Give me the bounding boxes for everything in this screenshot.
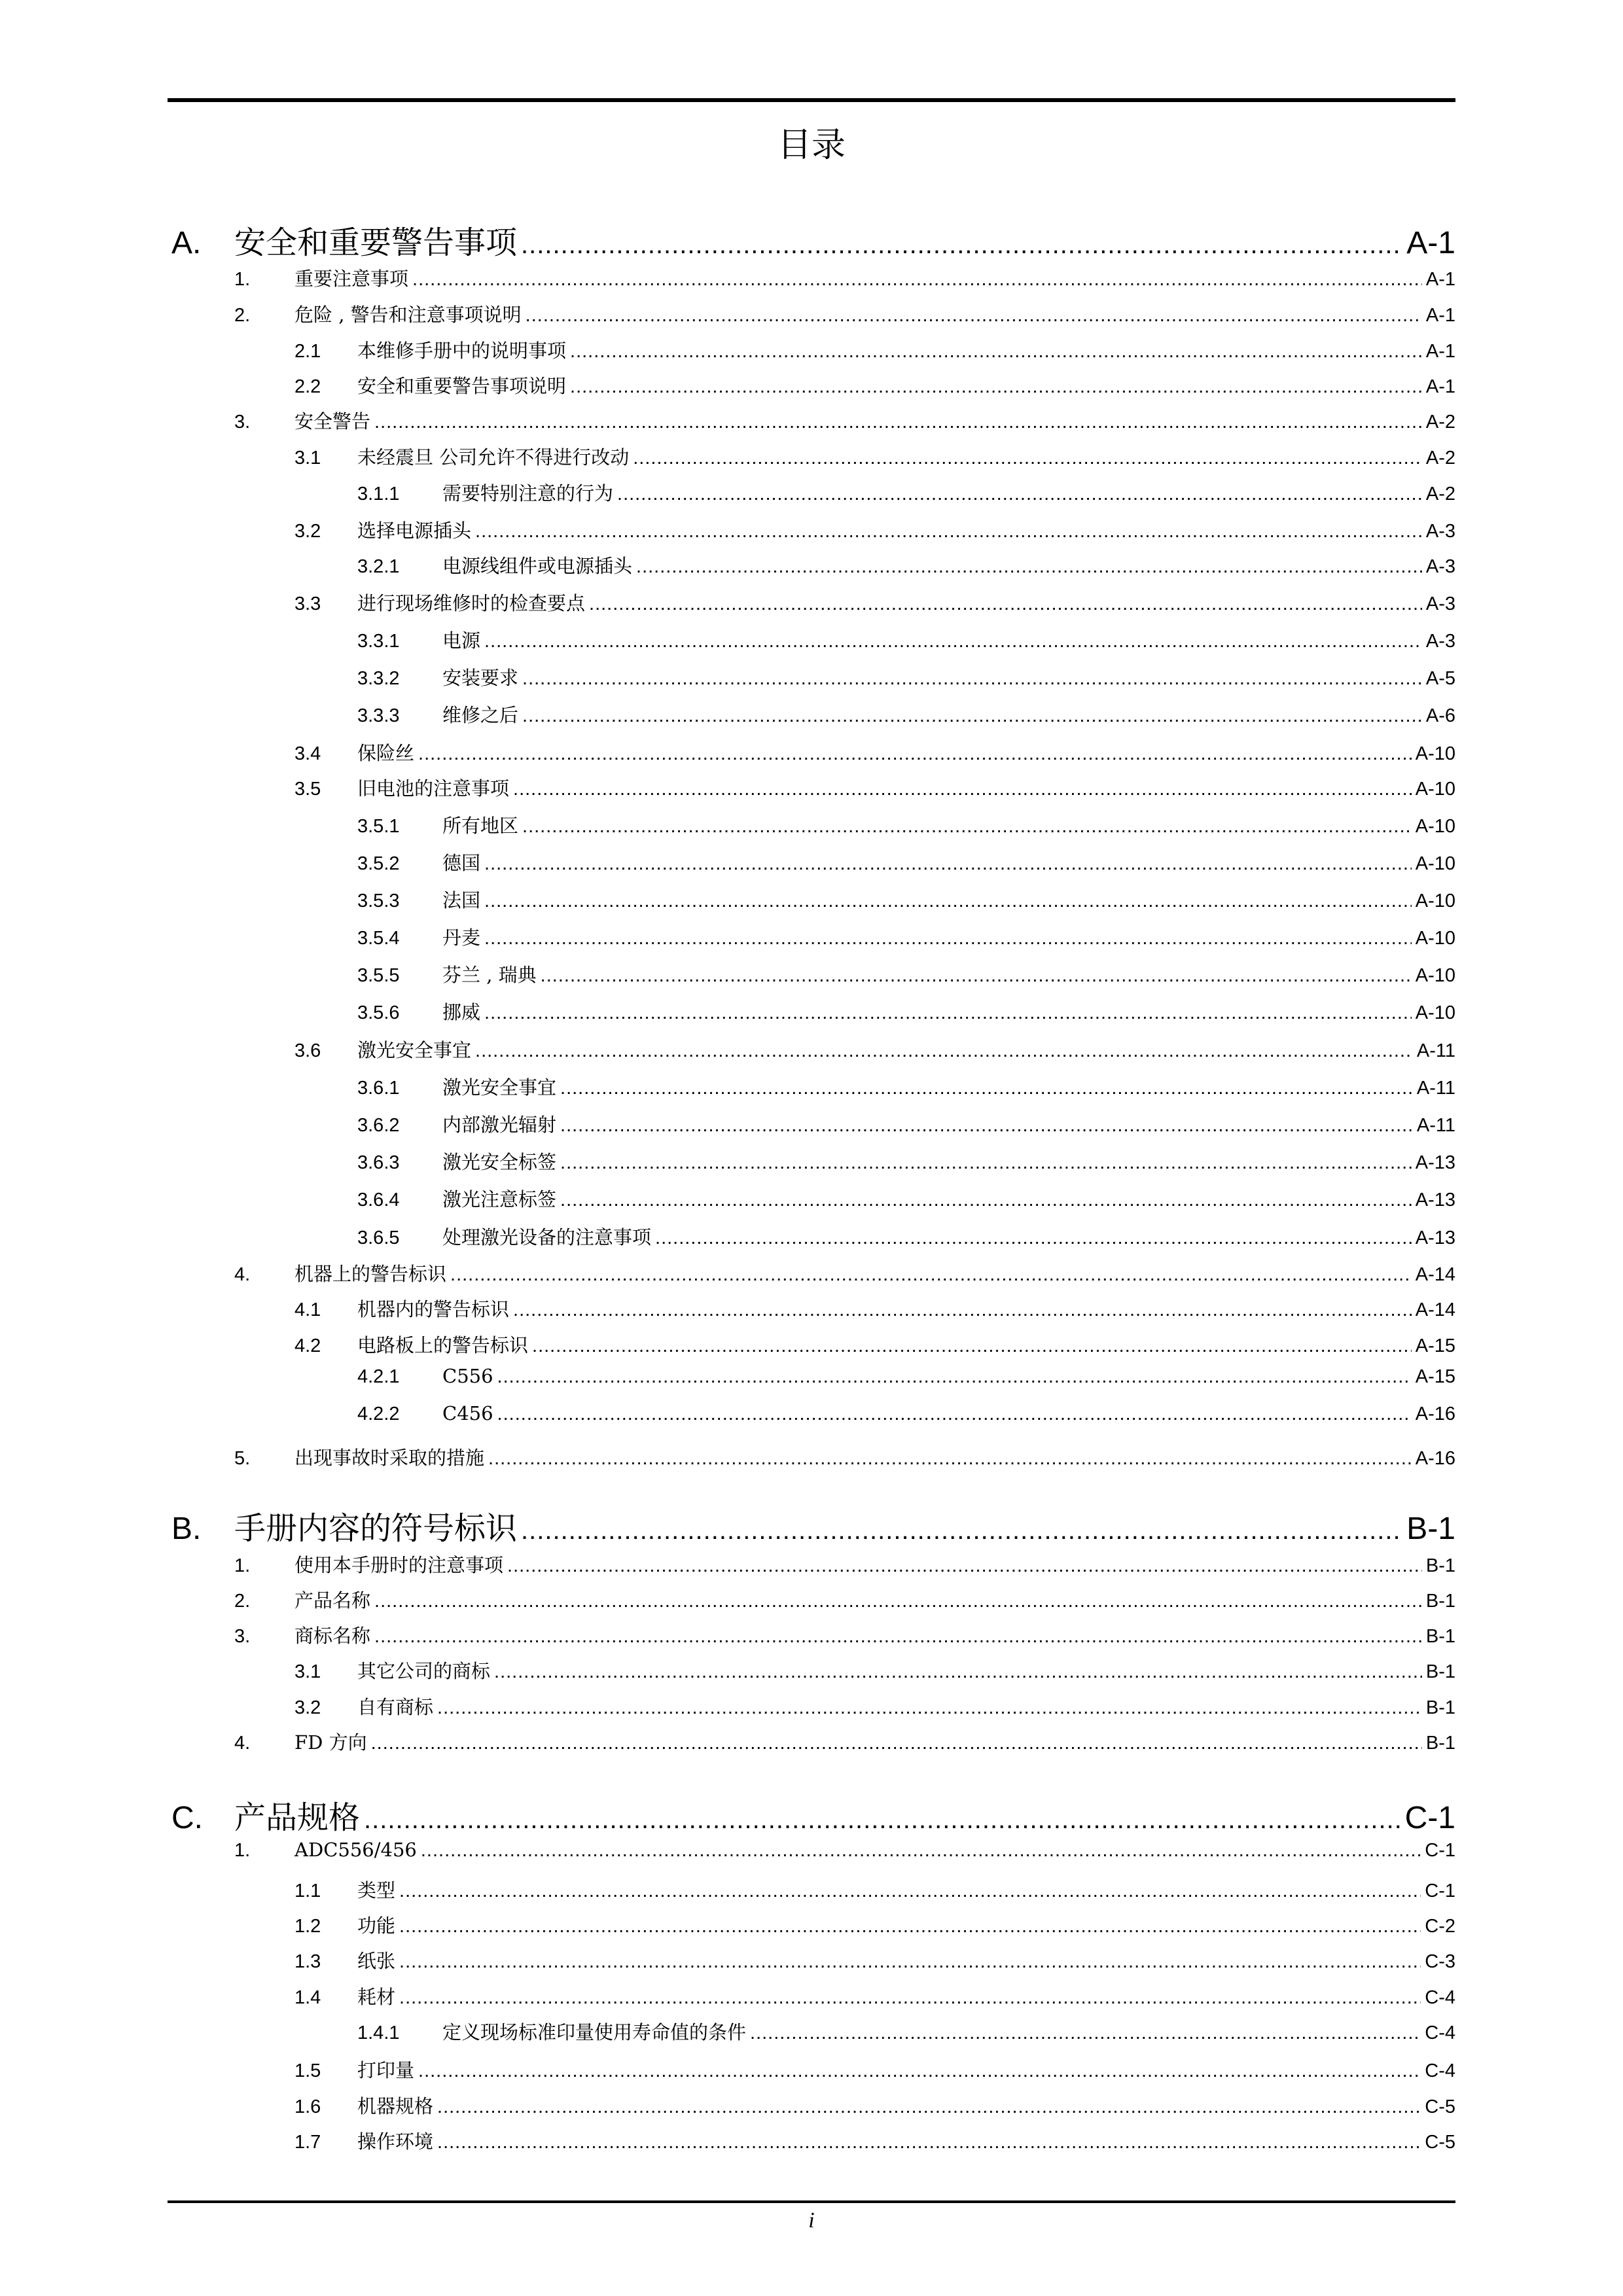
toc-entry-title: 本维修手册中的说明事项 <box>357 340 567 362</box>
toc-entry-title: 法国 <box>442 889 481 911</box>
toc-entry-title: C556 <box>442 1365 493 1387</box>
toc-entry[interactable] <box>357 479 1455 505</box>
toc-entry-page: C-4 <box>1425 1987 1455 2008</box>
toc-entry-title: 芬兰 , 瑞典 <box>442 964 537 986</box>
toc-entry-number: 4.1 <box>294 1299 321 1320</box>
toc-entry-title: 安全警告 <box>294 410 371 433</box>
toc-leader-dots <box>421 1840 1421 1862</box>
toc-entry[interactable] <box>234 264 1455 291</box>
toc-leader-dots <box>484 928 1412 949</box>
toc-entry-title: 安装要求 <box>442 667 519 689</box>
toc-entry-number: 3.5.2 <box>357 853 400 874</box>
toc-entry-title: 打印量 <box>357 2059 415 2081</box>
toc-entry-number: 1.2 <box>294 1916 321 1937</box>
toc-entry-title: 机器规格 <box>357 2095 434 2117</box>
toc-entry[interactable] <box>357 1402 1455 1428</box>
bottom-rule <box>168 2200 1455 2203</box>
toc-entry[interactable] <box>357 849 1455 875</box>
toc-leader-dots <box>371 1733 1422 1754</box>
toc-entry-page: A-10 <box>1415 743 1455 764</box>
toc-entry[interactable] <box>357 1110 1455 1137</box>
toc-chapter[interactable] <box>171 1503 1455 1545</box>
toc-entry-page: A-3 <box>1425 593 1455 614</box>
toc-entry-number: 3.6.1 <box>357 1078 400 1099</box>
toc-entry-number: 1.6 <box>294 2096 321 2117</box>
toc-entry-page: A-6 <box>1425 705 1455 726</box>
toc-entry-number: 3.5.6 <box>357 1002 400 1023</box>
toc-entry-number: 1.3 <box>294 1951 321 1972</box>
toc-entry-page: B-1 <box>1425 1697 1455 1718</box>
toc-entry-number: 3.5.3 <box>357 891 400 911</box>
toc-entry-title: 危险 , 警告和注意事项说明 <box>294 304 522 326</box>
toc-entry[interactable] <box>234 1621 1455 1648</box>
toc-entry[interactable] <box>357 1223 1455 1249</box>
toc-entry-number: 3.3.3 <box>357 705 400 726</box>
toc-entry[interactable] <box>294 2092 1455 2118</box>
toc-entry-page: A-16 <box>1415 1404 1455 1424</box>
toc-entry-number: 3.1 <box>294 1661 321 1682</box>
toc-entry[interactable] <box>294 516 1455 542</box>
toc-leader-dots <box>374 1591 1422 1612</box>
toc-entry-page: A-1 <box>1425 269 1455 290</box>
toc-leader-dots <box>399 1881 1421 1902</box>
toc-entry-number: 1.4 <box>294 1987 321 2008</box>
toc-leader-dots <box>450 1264 1412 1286</box>
toc-leader-dots <box>570 341 1422 362</box>
toc-leader-dots <box>399 1916 1421 1937</box>
toc-entry[interactable] <box>357 811 1455 838</box>
toc-leader-dots <box>633 448 1422 469</box>
toc-entry-title: 德国 <box>442 852 481 874</box>
toc-entry[interactable] <box>294 336 1455 362</box>
toc-entry-title: 安全和重要警告事项说明 <box>357 375 567 397</box>
toc-entry[interactable] <box>294 2056 1455 2082</box>
toc-entry-page: A-11 <box>1416 1115 1455 1136</box>
toc-entry[interactable] <box>234 1551 1455 1577</box>
toc-entry[interactable] <box>234 1443 1455 1470</box>
toc-entry-number: 3.3.1 <box>357 631 400 652</box>
toc-leader-dots <box>374 412 1422 433</box>
toc-entry-number: A. <box>171 226 202 260</box>
toc-entry[interactable] <box>357 626 1455 652</box>
toc-entry-number: 4. <box>234 1733 251 1754</box>
toc-leader-dots <box>374 1626 1422 1648</box>
toc-entry[interactable] <box>234 1586 1455 1612</box>
toc-entry[interactable] <box>294 1911 1455 1937</box>
toc-entry-page: C-3 <box>1425 1951 1455 1972</box>
toc-leader-dots <box>560 1152 1412 1174</box>
toc-entry-page: C-4 <box>1425 2022 1455 2043</box>
toc-leader-dots <box>636 556 1422 578</box>
toc-entry[interactable] <box>294 443 1455 469</box>
toc-entry-title: 产品规格 <box>234 1799 361 1836</box>
toc-entry[interactable] <box>294 1657 1455 1683</box>
toc-entry-title: 挪威 <box>442 1001 481 1023</box>
toc-entry[interactable] <box>357 886 1455 912</box>
toc-entry-page: B-1 <box>1425 1733 1455 1754</box>
toc-entry-page: A-10 <box>1415 928 1455 949</box>
toc-leader-dots <box>513 1299 1412 1321</box>
toc-entry-title: 需要特别注意的行为 <box>442 482 614 504</box>
toc-entry-page: A-10 <box>1415 853 1455 874</box>
toc-entry-title: 操作环境 <box>357 2130 434 2153</box>
top-rule <box>168 98 1455 102</box>
toc-leader-dots <box>589 593 1422 615</box>
toc-leader-dots <box>418 2060 1421 2082</box>
toc-entry-number: 3. <box>234 412 251 433</box>
toc-entry-page: A-16 <box>1415 1448 1455 1469</box>
toc-entry-number: C. <box>171 1801 203 1835</box>
toc-entry[interactable] <box>357 961 1455 987</box>
toc-entry[interactable] <box>294 2127 1455 2153</box>
toc-entry-page: B-1 <box>1425 1591 1455 1612</box>
toc-entry-number: 1.7 <box>294 2132 321 2153</box>
toc-entry-page: A-10 <box>1415 965 1455 986</box>
toc-entry-number: 3.2 <box>294 521 321 542</box>
toc-leader-dots <box>507 1555 1422 1577</box>
toc-entry-page: C-1 <box>1404 1801 1455 1835</box>
toc-entry-page: B-1 <box>1425 1661 1455 1682</box>
toc-entry[interactable] <box>357 1185 1455 1211</box>
toc-leader-dots <box>484 631 1422 652</box>
toc-entry-number: 3.6.2 <box>357 1115 400 1136</box>
toc-leader-dots <box>617 484 1422 505</box>
toc-entry-title: 激光安全标签 <box>442 1151 557 1173</box>
toc-entry-title: ADC556/456 <box>294 1839 417 1861</box>
toc-entry-title: 选择电源插头 <box>357 520 472 542</box>
toc-entry-number: 1. <box>234 269 251 290</box>
toc-entry-number: 2.2 <box>294 376 321 397</box>
toc-entry-number: 3.6.4 <box>357 1190 400 1210</box>
toc-entry-title: 旧电池的注意事项 <box>357 777 510 800</box>
toc-entry[interactable] <box>357 1073 1455 1099</box>
toc-entry-number: 3.1 <box>294 448 321 468</box>
toc-entry-title: 使用本手册时的注意事项 <box>294 1554 504 1576</box>
toc-entry-page: B-1 <box>1425 1555 1455 1576</box>
toc-leader-dots <box>437 2096 1421 2118</box>
toc-leader-dots <box>497 1404 1412 1425</box>
toc-entry[interactable] <box>357 663 1455 690</box>
toc-entry-page: A-15 <box>1415 1335 1455 1356</box>
toc-entry-title: 电源线组件或电源插头 <box>442 555 633 577</box>
toc-entry-number: 2. <box>234 1591 251 1612</box>
toc-entry-page: A-14 <box>1415 1299 1455 1320</box>
toc-entry-number: 4.2.2 <box>357 1404 400 1424</box>
toc-leader-dots <box>364 1805 1401 1835</box>
toc-entry-page: A-3 <box>1425 631 1455 652</box>
toc-chapter[interactable] <box>171 217 1455 259</box>
toc-entry[interactable] <box>357 552 1455 578</box>
toc-entry[interactable] <box>357 701 1455 727</box>
toc-entry[interactable] <box>294 589 1455 615</box>
toc-entry-title: 机器上的警告标识 <box>294 1263 447 1285</box>
toc-leader-dots <box>494 1661 1422 1683</box>
toc-entry[interactable] <box>357 2018 1455 2044</box>
toc-entry-page: C-1 <box>1425 1881 1455 1901</box>
toc-entry-page: C-1 <box>1425 1840 1455 1861</box>
toc-entry-title: 内部激光辐射 <box>442 1114 557 1136</box>
toc-entry-page: A-1 <box>1406 226 1455 260</box>
toc-entry-title: 耗材 <box>357 1986 396 2008</box>
toc-entry[interactable] <box>234 407 1455 433</box>
toc-entry[interactable] <box>234 300 1455 327</box>
toc-leader-dots <box>399 1951 1421 1973</box>
toc-entry-page: A-14 <box>1415 1264 1455 1285</box>
toc-entry-page: C-5 <box>1425 2096 1455 2117</box>
toc-entry[interactable] <box>357 923 1455 949</box>
toc-leader-dots <box>560 1078 1413 1099</box>
toc-entry[interactable] <box>234 1728 1455 1754</box>
toc-entry[interactable] <box>357 998 1455 1024</box>
toc-entry-number: 3.3 <box>294 593 321 614</box>
toc-entry-title: 手册内容的符号标识 <box>234 1510 518 1547</box>
toc-entry-title: 定义现场标准印量使用寿命值的条件 <box>442 2021 747 2043</box>
toc-leader-dots <box>513 779 1412 800</box>
toc-leader-dots <box>750 2022 1421 2044</box>
toc-entry-title: 激光安全事宜 <box>357 1039 472 1061</box>
toc-leader-dots <box>522 668 1422 690</box>
toc-entry-title: 电路板上的警告标识 <box>357 1334 529 1356</box>
toc-entry-title: 出现事故时采取的措施 <box>294 1447 485 1469</box>
toc-entry-title: 进行现场维修时的检查要点 <box>357 592 586 614</box>
toc-leader-dots <box>475 521 1422 542</box>
toc-entry-page: A-2 <box>1425 484 1455 504</box>
toc-leader-dots <box>437 2132 1421 2153</box>
toc-entry-title: 处理激光设备的注意事项 <box>442 1226 652 1248</box>
toc-entry-number: 3.3.2 <box>357 668 400 689</box>
toc-entry-title: 其它公司的商标 <box>357 1660 491 1682</box>
toc-entry-title: 丹麦 <box>442 927 481 949</box>
toc-entry-title: 所有地区 <box>442 815 519 837</box>
toc-entry-number: 3. <box>234 1626 251 1647</box>
toc-entry[interactable] <box>294 1947 1455 1973</box>
page-number: i <box>808 2208 815 2233</box>
toc-entry-page: B-1 <box>1406 1511 1455 1546</box>
toc-entry-number: 3.5 <box>294 779 321 800</box>
toc-entry-page: C-4 <box>1425 2060 1455 2081</box>
toc-leader-dots <box>655 1227 1412 1249</box>
toc-entry-page: A-1 <box>1425 376 1455 397</box>
toc-entry-number: 4. <box>234 1264 251 1285</box>
toc-entry-number: 5. <box>234 1448 251 1469</box>
toc-entry[interactable] <box>357 1365 1455 1391</box>
toc-leader-dots <box>560 1115 1413 1137</box>
toc-leader-dots <box>541 965 1412 987</box>
toc-leader-dots <box>521 230 1402 260</box>
toc-entry-number: 1.1 <box>294 1881 321 1901</box>
toc-entry-page: A-13 <box>1415 1152 1455 1173</box>
toc-entry-title: C456 <box>442 1402 493 1424</box>
toc-entry-number: 1.4.1 <box>357 2022 400 2043</box>
toc-entry[interactable] <box>294 739 1455 765</box>
toc-entry-number: 1. <box>234 1555 251 1576</box>
toc-entry-title: 产品名称 <box>294 1589 371 1612</box>
toc-leader-dots <box>399 1987 1421 2009</box>
toc-leader-dots <box>412 269 1422 291</box>
toc-entry-number: 3.2 <box>294 1697 321 1718</box>
toc-entry-number: 3.4 <box>294 743 321 764</box>
toc-entry-page: A-3 <box>1425 556 1455 577</box>
toc-entry-page: A-10 <box>1415 816 1455 837</box>
toc-leader-dots <box>522 816 1412 838</box>
toc-leader-dots <box>570 376 1422 398</box>
toc-leader-dots <box>484 1002 1412 1024</box>
toc-entry-page: A-5 <box>1425 668 1455 689</box>
toc-leader-dots <box>418 743 1412 765</box>
toc-entry-number: 4.2 <box>294 1335 321 1356</box>
toc-leader-dots <box>488 1448 1412 1470</box>
toc-entry-number: 1.5 <box>294 2060 321 2081</box>
toc-entry-page: A-11 <box>1416 1078 1455 1099</box>
toc-entry-title: 安全和重要警告事项 <box>234 224 518 261</box>
toc-entry-title: 未经震旦 公司允许不得进行改动 <box>357 446 630 468</box>
toc-leader-dots <box>526 305 1422 327</box>
toc-entry-title: 纸张 <box>357 1950 396 1972</box>
toc-entry-title: 激光注意标签 <box>442 1188 557 1210</box>
toc-leader-dots <box>475 1040 1413 1062</box>
toc-entry-page: C-5 <box>1425 2132 1455 2153</box>
toc-entry-page: A-15 <box>1415 1366 1455 1387</box>
toc-entry-number: 3.5.5 <box>357 965 400 986</box>
toc-entry-page: A-2 <box>1425 412 1455 433</box>
toc-entry-number: B. <box>171 1511 202 1546</box>
toc-entry-title: 维修之后 <box>442 704 519 726</box>
toc-leader-dots <box>532 1335 1412 1357</box>
toc-leader-dots <box>497 1366 1412 1388</box>
toc-entry[interactable] <box>357 1148 1455 1174</box>
toc-entry[interactable] <box>294 1295 1455 1321</box>
toc-entry-title: 机器内的警告标识 <box>357 1298 510 1320</box>
toc-entry[interactable] <box>294 1983 1455 2009</box>
toc-entry-title: FD 方向 <box>294 1731 367 1754</box>
toc-entry[interactable] <box>294 774 1455 800</box>
toc-entry-number: 3.6.3 <box>357 1152 400 1173</box>
toc-entry-page: A-10 <box>1415 891 1455 911</box>
toc-entry-page: B-1 <box>1425 1626 1455 1647</box>
toc-leader-dots <box>560 1190 1412 1211</box>
toc-entry-page: A-10 <box>1415 779 1455 800</box>
toc-entry[interactable] <box>234 1839 1455 1865</box>
toc-entry-page: A-1 <box>1425 305 1455 326</box>
toc-entry-title: 保险丝 <box>357 742 415 764</box>
toc-leader-dots <box>484 853 1412 875</box>
toc-entry-page: A-1 <box>1425 341 1455 362</box>
toc-entry-number: 3.6 <box>294 1040 321 1061</box>
toc-entry-title: 重要注意事项 <box>294 268 409 290</box>
toc-entry-number: 2.1 <box>294 341 321 362</box>
toc-chapter[interactable] <box>171 1792 1455 1834</box>
toc-entry[interactable] <box>294 1036 1455 1062</box>
toc-leader-dots <box>484 891 1412 912</box>
toc-entry[interactable] <box>294 1876 1455 1902</box>
toc-entry-title: 类型 <box>357 1879 396 1901</box>
page-title: 目录 <box>777 126 846 165</box>
toc-entry-title: 激光安全事宜 <box>442 1076 557 1099</box>
toc-leader-dots <box>521 1516 1402 1545</box>
toc-entry-title: 功能 <box>357 1915 396 1937</box>
toc-leader-dots <box>522 705 1422 727</box>
toc-entry-page: A-3 <box>1425 521 1455 542</box>
toc-entry-number: 3.6.5 <box>357 1227 400 1248</box>
toc-entry-number: 3.2.1 <box>357 556 400 577</box>
toc-entry-page: A-13 <box>1415 1190 1455 1210</box>
toc-entry-page: A-2 <box>1425 448 1455 468</box>
toc-entry[interactable] <box>294 372 1455 398</box>
toc-entry-title: 自有商标 <box>357 1696 434 1718</box>
toc-entry-number: 3.5.4 <box>357 928 400 949</box>
toc-entry-page: A-10 <box>1415 1002 1455 1023</box>
toc-leader-dots <box>437 1697 1422 1719</box>
toc-entry-number: 2. <box>234 305 251 326</box>
toc-entry[interactable] <box>294 1331 1455 1357</box>
toc-entry[interactable] <box>294 1693 1455 1719</box>
toc-entry-title: 商标名称 <box>294 1625 371 1647</box>
toc-entry-title: 电源 <box>442 629 481 652</box>
toc-entry-number: 1. <box>234 1840 251 1861</box>
toc-entry-number: 4.2.1 <box>357 1366 400 1387</box>
toc-entry-page: A-11 <box>1416 1040 1455 1061</box>
toc-entry-page: A-13 <box>1415 1227 1455 1248</box>
toc-entry[interactable] <box>234 1260 1455 1286</box>
toc-entry-number: 3.5.1 <box>357 816 400 837</box>
toc-entry-number: 3.1.1 <box>357 484 400 504</box>
toc-entry-page: C-2 <box>1425 1916 1455 1937</box>
